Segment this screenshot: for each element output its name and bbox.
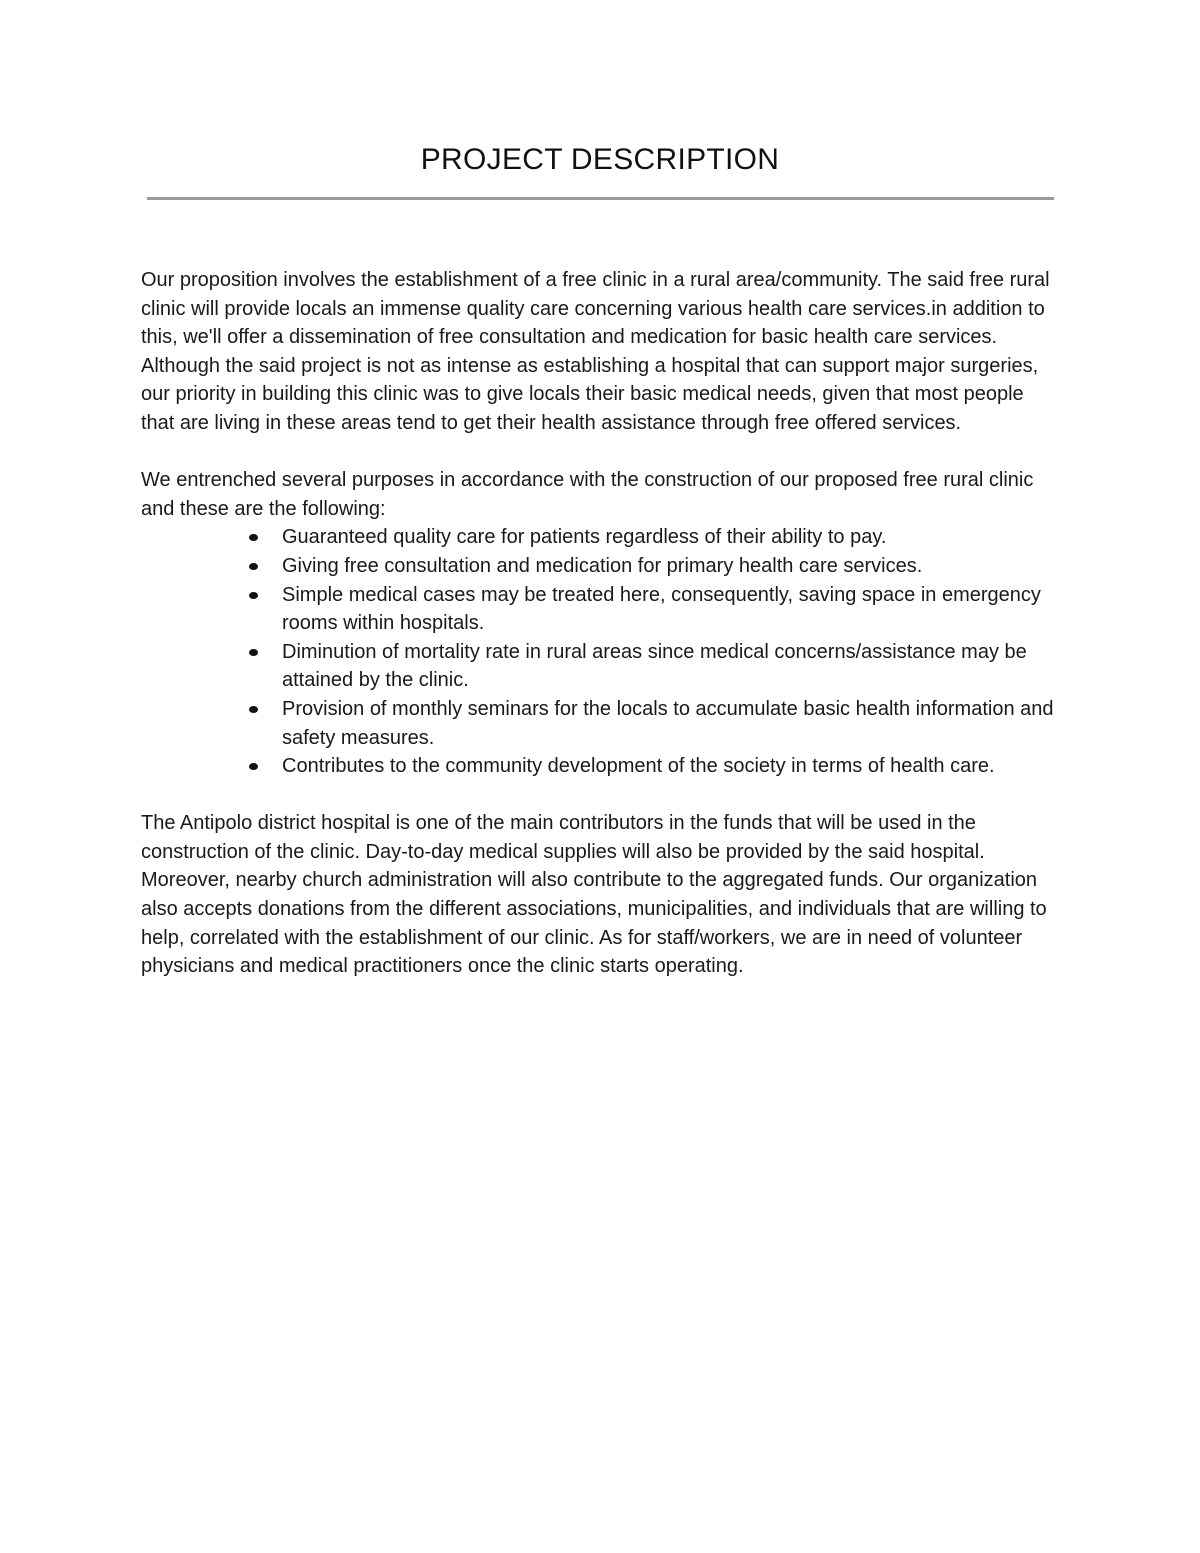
list-item-text: Simple medical cases may be treated here, consequently, saving space in emergency rooms within hospitals. <box>282 583 1041 635</box>
paragraph-intro: Our proposition involves the establishment of a free clinic in a rural area/community. The said free rural clinic will provide locals an immense quality care concerning various health care services.in addition to this, we'll offer a dissemination of free consultation and medication for basic health care services. Although the said project is not as intense as establishing a hospital that can support major surgeries, our priority in building this clinic was to give locals their basic medical needs, given that most people that are living in these areas tend to get their health assistance through free offered services. <box>141 269 1050 434</box>
list-item <box>282 752 1061 781</box>
list-item-text: Provision of monthly seminars for the locals to accumulate basic health information and safety measures. <box>282 697 1054 749</box>
list-item <box>282 695 1061 752</box>
paragraph-funding: The Antipolo district hospital is one of the main contributors in the funds that will be used in the construction of the clinic. Day-to-day medical supplies will also be provided by the said hospital. Moreover, nearby church administration will also contribute to the aggregated funds. Our organization also accepts donations from the different associations, municipalities, and individuals that are willing to help, correlated with the establishment of our clinic. As for staff/workers, we are in need of volunteer physicians and medical practitioners once the clinic starts operating. <box>141 812 1047 978</box>
document-body <box>141 266 1061 981</box>
title-divider <box>147 197 1054 200</box>
list-item <box>282 638 1061 695</box>
paragraph-purposes-intro: We entrenched several purposes in accordance with the construction of our proposed free rural clinic and these are the following: <box>141 469 1034 520</box>
bullet-icon <box>249 706 258 713</box>
bullet-icon <box>249 649 258 656</box>
bullet-icon <box>249 534 258 541</box>
bullet-icon <box>249 592 258 599</box>
list-item-text: Diminution of mortality rate in rural areas since medical concerns/assistance may be attained by the clinic. <box>282 640 1027 692</box>
page-title: PROJECT DESCRIPTION <box>420 143 780 176</box>
bullet-icon <box>249 563 258 570</box>
list-item-text: Contributes to the community development of the society in terms of health care. <box>282 755 995 778</box>
list-item-text: Guaranteed quality care for patients regardless of their ability to pay. <box>282 526 887 549</box>
list-item <box>282 523 1061 552</box>
list-item <box>282 552 1061 581</box>
bullet-icon <box>249 763 258 770</box>
list-item-text: Giving free consultation and medication for primary health care services. <box>282 554 923 577</box>
list-item <box>282 581 1061 638</box>
purposes-list <box>141 523 1061 780</box>
